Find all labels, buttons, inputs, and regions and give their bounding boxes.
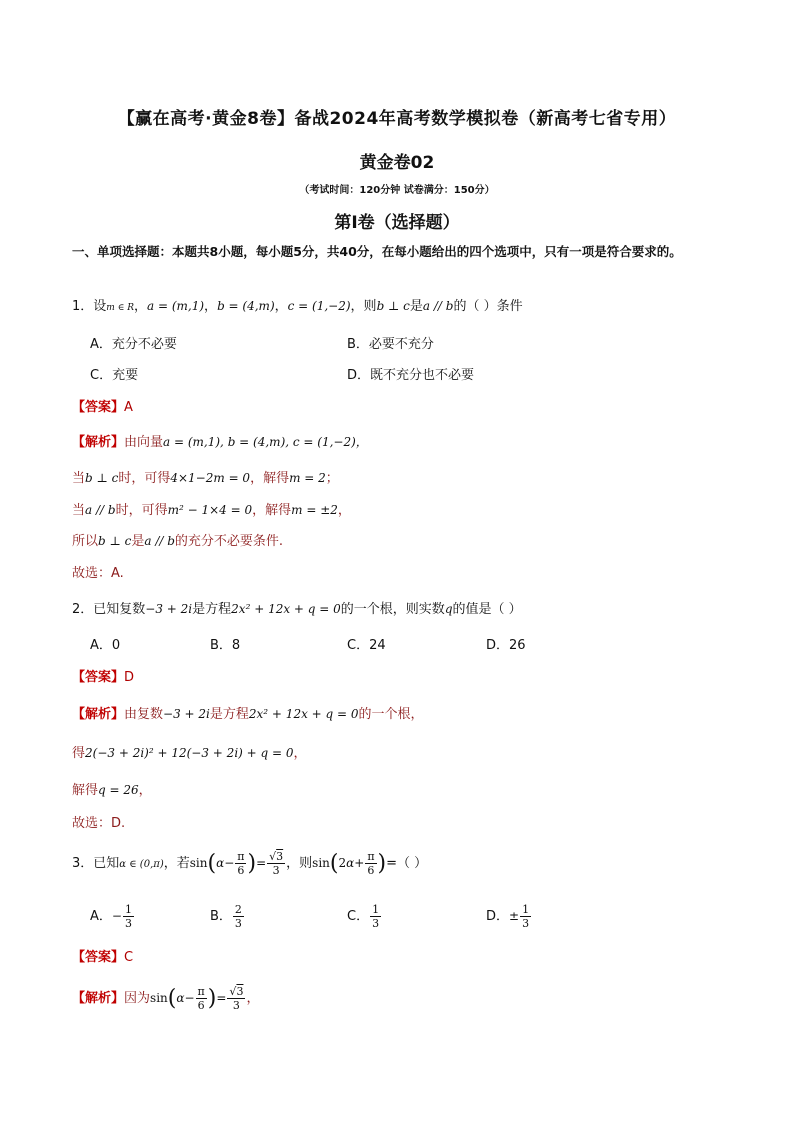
question-text: 的一个根，则实数 — [340, 602, 445, 617]
answer-line — [72, 396, 133, 415]
analysis-math: m² − 1×4 = 0 — [167, 503, 253, 517]
math-perp: b ⊥ c — [376, 299, 410, 313]
analysis-math: q = 26 — [98, 783, 139, 797]
answer-value: A — [124, 400, 133, 415]
analysis-text: ， — [138, 783, 152, 798]
analysis-text: 的充分不必要条件. — [174, 534, 284, 549]
analysis-math: b ⊥ c — [98, 534, 132, 548]
analysis-text: 由复数 — [124, 707, 164, 722]
analysis-line — [72, 431, 368, 450]
analysis-math: b ⊥ c — [85, 471, 119, 485]
math-expression: sin(α− $\frac{\pi}{6}$ )= $\frac{√3}{3}$ — [189, 850, 284, 877]
analysis-tag: 【解析】 — [72, 991, 125, 1006]
section-heading: 第Ⅰ卷（选择题） — [334, 213, 460, 233]
fraction-denominator: 3 — [522, 917, 530, 930]
analysis-text: 时，可得 — [118, 471, 171, 486]
option-c — [347, 903, 382, 930]
math-vector-c: c = (1,−2) — [287, 299, 351, 313]
question-number: 1． — [72, 299, 94, 314]
question-number: 3． — [72, 856, 94, 871]
answer-line — [72, 946, 133, 965]
analysis-math: a = (m,1), b = (4,m), c = (1,−2)， — [163, 435, 368, 449]
question-2 — [72, 598, 522, 617]
analysis-text: 解得 — [72, 783, 99, 798]
math-expression: sin(2α+ $\frac{\pi}{6}$ ) — [312, 850, 387, 877]
fraction-numerator: 1 — [522, 903, 530, 916]
option-b — [210, 903, 245, 930]
analysis-text: 当 — [72, 471, 86, 486]
analysis-tag: 【解析】 — [72, 707, 125, 722]
question-text: ，若 — [163, 856, 190, 871]
analysis-line — [72, 742, 307, 761]
option-d: D．既不充分也不必要 — [347, 368, 475, 383]
math-complex: −3 + 2i — [145, 602, 193, 616]
answer-value: D — [124, 670, 135, 685]
option-d — [486, 903, 532, 930]
math-parallel: a // b — [422, 299, 454, 313]
question-3 — [72, 850, 427, 877]
option-d: D．26 — [486, 638, 526, 653]
option-a: A．0 — [90, 638, 121, 653]
question-text: ，则 — [286, 856, 313, 871]
option-c: C．24 — [347, 638, 386, 653]
conclusion-value: A. — [111, 566, 124, 581]
fraction-numerator: 1 — [124, 903, 132, 916]
analysis-text: 得 — [72, 746, 86, 761]
analysis-math: −3 + 2i — [163, 707, 210, 721]
analysis-text: 是方程 — [209, 707, 249, 722]
analysis-text: 的一个根， — [358, 707, 424, 722]
option-label: D． — [486, 909, 510, 924]
question-text: 是方程 — [192, 602, 232, 617]
analysis-text: ； — [325, 471, 339, 486]
answer-tag: 【答案】 — [72, 400, 125, 415]
question-text: =（ ） — [386, 856, 428, 871]
question-text: 设 — [93, 299, 107, 314]
analysis-line — [72, 530, 283, 549]
analysis-math: m = 2 — [289, 471, 326, 485]
analysis-line — [72, 779, 152, 798]
question-1: 1．设m ∈ R，a = (m,1)，b = (4,m)，c = (1,−2)，则b ⊥ c是a // b的（ ）条件 — [72, 299, 523, 314]
question-number: 2． — [72, 602, 94, 617]
answer-line — [72, 666, 134, 685]
option-sign: − — [111, 909, 122, 923]
option-b: B．8 — [210, 638, 241, 653]
analysis-math: 2x² + 12x + q = 0 — [248, 707, 359, 721]
page-title: 【赢在高考·黄金8卷】备战2024年高考数学模拟卷（新高考七省专用） — [117, 109, 677, 129]
question-text: 已知 — [93, 856, 120, 871]
question-text: 是 — [409, 299, 423, 314]
fraction-denominator: 3 — [234, 917, 242, 930]
analysis-math: sin(α− $\frac{\pi}{6}$ )= $\frac{√3}{3}$ — [150, 985, 244, 1012]
option-label: A． — [90, 909, 112, 924]
analysis-math: a // b — [85, 503, 116, 517]
analysis-text: 是 — [131, 534, 145, 549]
fraction-denominator: 3 — [124, 917, 132, 930]
option-c: C．充要 — [90, 368, 139, 383]
conclusion-line — [72, 562, 124, 581]
analysis-text: ，解得 — [250, 471, 290, 486]
answer-value: C — [124, 950, 134, 965]
answer-tag: 【答案】 — [72, 950, 125, 965]
analysis-text: 当 — [72, 503, 86, 518]
conclusion-prefix: 故选： — [72, 816, 112, 831]
option-label: C． — [347, 909, 370, 924]
math-vector-b: b = (4,m) — [217, 299, 275, 313]
conclusion-value: D. — [111, 816, 126, 831]
analysis-text: 所以 — [72, 534, 99, 549]
question-text: ，则 — [350, 299, 377, 314]
option-a — [90, 903, 135, 930]
analysis-line — [72, 467, 339, 486]
analysis-math: m = ±2 — [291, 503, 338, 517]
analysis-tag: 【解析】 — [72, 435, 125, 450]
analysis-text: ， — [246, 991, 260, 1006]
math-vector-a: a = (m,1) — [147, 299, 205, 313]
analysis-text: ，解得 — [252, 503, 292, 518]
fraction-denominator: 3 — [372, 917, 380, 930]
math-equation: 2x² + 12x + q = 0 — [231, 602, 341, 616]
analysis-math: 2(−3 + 2i)² + 12(−3 + 2i) + q = 0 — [85, 746, 294, 760]
option-b: B．必要不充分 — [347, 337, 434, 352]
math-variable: q — [444, 602, 453, 616]
exam-info: （考试时间：120分钟 试卷满分：150分） — [299, 185, 495, 196]
analysis-text: 由向量 — [124, 435, 164, 450]
fraction-numerator: 2 — [234, 903, 242, 916]
conclusion-line — [72, 812, 125, 831]
analysis-text: 时，可得 — [115, 503, 168, 518]
analysis-line — [72, 985, 259, 1012]
math-condition: m ∈ R — [106, 303, 134, 313]
analysis-math: 4×1−2m = 0 — [170, 471, 251, 485]
answer-tag: 【答案】 — [72, 670, 125, 685]
analysis-text: ， — [293, 746, 307, 761]
question-text: 的值是（ ） — [452, 602, 522, 617]
question-text: 已知复数 — [93, 602, 146, 617]
fraction-numerator: 1 — [372, 903, 380, 916]
analysis-text: 因为 — [124, 991, 151, 1006]
question-text: 的（ ）条件 — [453, 299, 523, 314]
section-instruction: 一、单项选择题：本题共8小题，每小题5分，共40分，在每小题给出的四个选项中，只有一项是符合要求的。 — [72, 244, 682, 259]
paper-subtitle: 黄金卷02 — [359, 153, 435, 173]
analysis-line — [72, 499, 351, 518]
option-label: B． — [210, 909, 232, 924]
math-domain: α ∈ (0,π) — [119, 859, 164, 870]
conclusion-prefix: 故选： — [72, 566, 112, 581]
analysis-line — [72, 703, 424, 722]
option-sign: ± — [509, 909, 520, 923]
analysis-math: a // b — [144, 534, 175, 548]
option-a: A．充分不必要 — [90, 337, 177, 352]
analysis-text: ， — [337, 503, 351, 518]
